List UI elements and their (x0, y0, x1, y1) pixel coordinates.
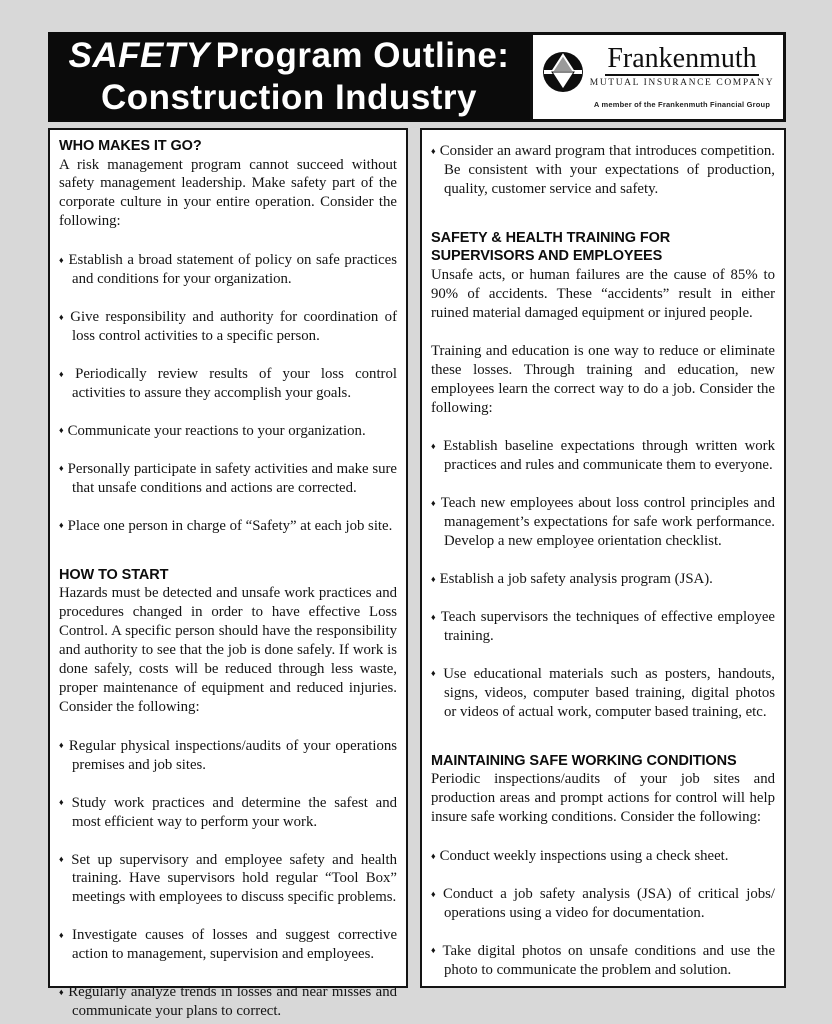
bullet-icon: ♦ (431, 497, 437, 508)
list-item: ♦ Conduct a job safety analysis (JSA) of critical jobs/ operations using a video for documentation. (431, 886, 776, 922)
section-intro: Unsafe acts, or human failures are the cause of 85% to 90% of accidents. These “accidents” result in either ruined material damaged equipment or injured people. (431, 266, 775, 321)
list-item: ♦ Personally participate in safety activities and make sure that unsafe conditions and actions are corrected. (59, 460, 398, 496)
section-heading: SAFETY & HEALTH TRAINING FOR SUPERVISORS AND EMPLOYEES (431, 229, 671, 265)
section-heading: HOW TO START (59, 566, 169, 583)
bullet-list (59, 737, 397, 1021)
bullet-icon: ♦ (59, 986, 65, 997)
section-paragraph: Training and education is one way to reduce or eliminate these losses. Through training and education, new employees learn the correct way to do a job. Consider the following: (431, 342, 775, 416)
page-title-line2: Construction Industry (100, 78, 478, 117)
bullet-list (59, 251, 397, 535)
bullet-list-continued (431, 142, 775, 199)
title-banner (48, 32, 530, 122)
list-item: ♦ Establish a broad statement of policy on safe practices and conditions for your organization. (59, 252, 398, 288)
list-item: ♦ Set up supervisory and employee safety and health training. Have supervisors hold regular “Tool Box” meetings with employees to discuss specific problems. (59, 851, 398, 906)
document-header (48, 32, 786, 122)
title-rest: Program Outline: (215, 36, 510, 75)
list-item: ♦ Regular physical inspections/audits of your operations premises and job sites. (59, 737, 397, 773)
list-item: ♦ Establish a job safety analysis program (JSA). (431, 571, 713, 588)
section-intro: Periodic inspections/audits of your job sites and production areas and prompt actions for control will help insure safe working conditions. Consider the following: (431, 771, 775, 826)
document-sheet (48, 32, 786, 1020)
logo-company-name: Frankenmuth (607, 43, 757, 74)
bullet-icon: ♦ (59, 254, 65, 265)
bullet-icon: ♦ (431, 611, 437, 622)
bullet-icon: ♦ (431, 668, 440, 679)
bullet-icon: ♦ (59, 854, 68, 865)
left-column (48, 128, 408, 1020)
right-column (420, 128, 786, 988)
bullet-icon: ♦ (431, 145, 436, 156)
bullet-icon: ♦ (59, 463, 64, 474)
list-item: ♦ Use educational materials such as posters, handouts, signs, videos, computer based training, digital photos or videos of actual work, computer based training, etc. (431, 665, 775, 720)
list-item: ♦ Conduct weekly inspections using a check sheet. (431, 848, 729, 865)
bullet-icon: ♦ (431, 440, 440, 451)
bullet-list (431, 847, 775, 980)
content-columns (48, 128, 786, 1020)
list-item: ♦ Give responsibility and authority for coordination of loss control activities to a specific person. (59, 309, 398, 345)
frankenmuth-globe-icon (542, 51, 584, 98)
list-item: ♦ Place one person in charge of “Safety” at each job site. (59, 517, 393, 534)
list-item: ♦ Regularly analyze trends in losses and near misses and communicate your plans to correct. (59, 984, 397, 1020)
title-safety-word: SAFETY (68, 36, 210, 75)
bullet-icon: ♦ (431, 945, 439, 956)
section-maintaining-safe-conditions (431, 752, 775, 980)
section-safety-health-training (431, 229, 775, 722)
list-item: ♦ Teach new employees about loss control principles and management’s expectations for safe work performance. Develop a new employee orientation checklist. (431, 495, 775, 550)
bullet-icon: ♦ (431, 888, 439, 899)
list-item: ♦ Periodically review results of your loss control activities to assure they accomplish your goals. (59, 366, 397, 401)
bullet-icon: ♦ (59, 425, 64, 436)
section-heading: MAINTAINING SAFE WORKING CONDITIONS (431, 752, 737, 769)
bullet-icon: ♦ (59, 797, 68, 808)
list-item: ♦ Teach supervisors the techniques of effective employee training. (431, 609, 776, 645)
section-intro: Hazards must be detected and unsafe work practices and procedures changed in order to have effective Loss Control. A specific person should have the responsibility and authority to see that the job is done safely. If work is done safely, costs will be reduced through less waste, proper maintenance of equipment and reduced injuries. Consider the following: (59, 585, 397, 715)
bullet-icon: ♦ (431, 850, 436, 861)
logo-tagline: A member of the Frankenmuth Financial Group (593, 100, 771, 109)
bullet-icon: ♦ (431, 573, 436, 584)
section-heading: WHO MAKES IT GO? (59, 138, 202, 154)
logo-subtitle: MUTUAL INSURANCE COMPANY (589, 78, 775, 88)
section-who-makes-it-go (59, 137, 397, 536)
list-item: ♦ Communicate your reactions to your organization. (59, 422, 366, 439)
list-item: ♦ Consider an award program that introduces competition. Be consistent with your expectations of production, quality, customer service and safety. (431, 143, 776, 197)
bullet-icon: ♦ (59, 929, 69, 940)
list-item: ♦ Take digital photos on unsafe conditions and use the photo to communicate the problem and solution. (431, 942, 776, 978)
bullet-icon: ♦ (59, 520, 64, 531)
bullet-icon: ♦ (59, 368, 72, 379)
section-how-to-start (59, 566, 397, 1021)
bullet-list (431, 437, 775, 721)
company-logo (530, 32, 786, 122)
list-item: ♦ Study work practices and determine the safest and most efficient way to perform your work. (59, 794, 397, 830)
list-item: ♦ Establish baseline expectations through written work practices and rules and communicate them to everyone. (431, 438, 776, 474)
page-title-line1 (48, 35, 530, 77)
bullet-icon: ♦ (59, 740, 65, 751)
list-item: ♦ Investigate causes of losses and suggest corrective action to management, supervision and employees. (59, 927, 398, 963)
section-intro: A risk management program cannot succeed without safety management leadership. Make safety part of the corporate culture in your entire operation. Consider the following: (59, 156, 397, 230)
bullet-icon: ♦ (59, 311, 67, 322)
